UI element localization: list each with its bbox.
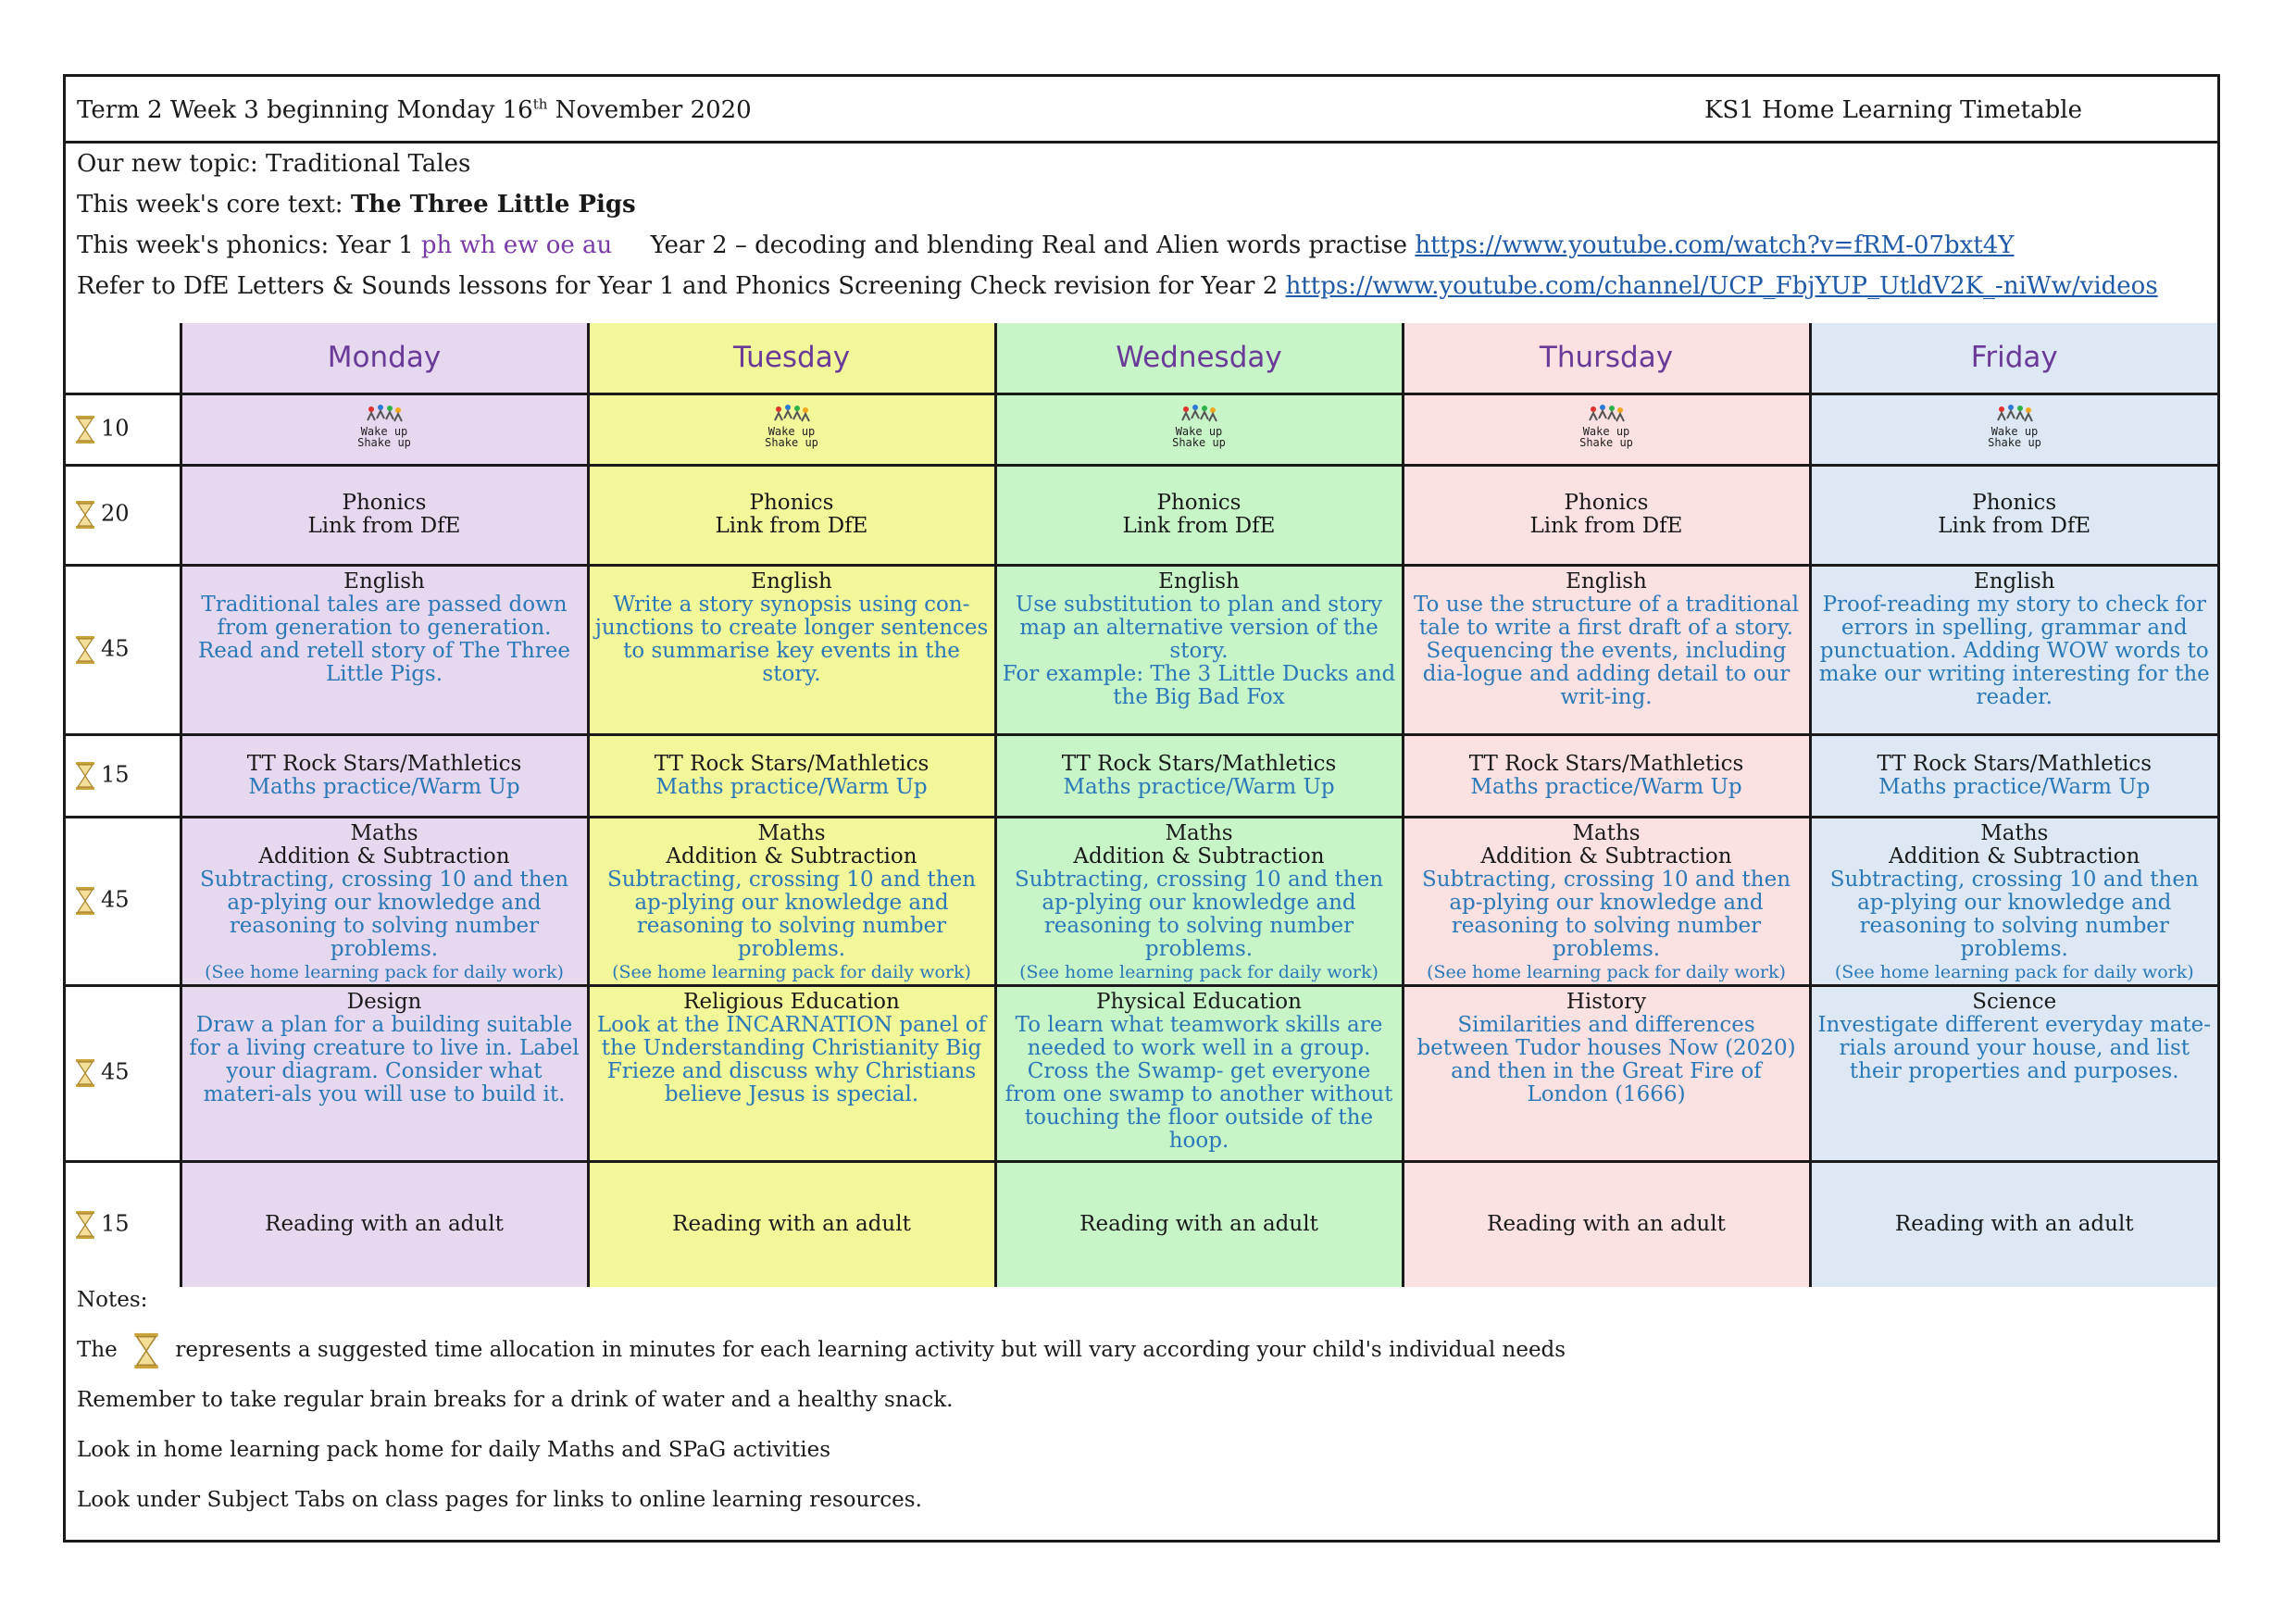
wake-up-cell xyxy=(1403,394,1810,465)
time-cell: 15 xyxy=(66,1161,181,1287)
hourglass-icon xyxy=(75,1210,95,1240)
rockstars-cell: TT Rock Stars/Mathletics Maths practice/Warm Up xyxy=(1810,734,2217,817)
table-row xyxy=(66,817,2217,985)
science-cell: Science Investigate different everyday mate-rials around your house, and list their properties and purposes. xyxy=(1810,985,2217,1161)
day-friday: Friday xyxy=(1810,323,2217,394)
english-cell: English Proof-reading my story to check for errors in spelling, grammar and punctuation. Adding WOW words to make our writing interesting for the reader. xyxy=(1810,565,2217,734)
day-header-row xyxy=(66,323,2217,394)
day-monday: Monday xyxy=(181,323,588,394)
day-wednesday: Wednesday xyxy=(995,323,1403,394)
reading-cell: Reading with an adult xyxy=(1403,1161,1810,1287)
day-thursday: Thursday xyxy=(1403,323,1810,394)
day-tuesday: Tuesday xyxy=(588,323,995,394)
wake-up-shake-up-logo xyxy=(356,404,412,456)
svg-text:Wake up: Wake up xyxy=(767,424,816,438)
time-cell: 45 xyxy=(66,985,181,1161)
table-row xyxy=(66,1161,2217,1287)
religious-education-cell: Religious Education Look at the INCARNATION panel of the Understanding Christianity Big Frieze and discuss why Christians believe Jesus is special. xyxy=(588,985,995,1161)
wake-up-cell xyxy=(181,394,588,465)
core-text: The Three Little Pigs xyxy=(350,191,636,219)
phonics-cell: Phonics Link from DfE xyxy=(181,465,588,565)
phonics-cell: Phonics Link from DfE xyxy=(995,465,1403,565)
corner-cell xyxy=(66,323,181,394)
table-row xyxy=(66,465,2217,565)
wake-up-shake-up-logo xyxy=(1987,404,2042,456)
english-cell: English To use the structure of a traditional tale to write a first draft of a story. Sequencing the events, including dia-logue and adding detail to our writ-ing. xyxy=(1403,565,1810,734)
table-row xyxy=(66,565,2217,734)
wake-up-shake-up-logo xyxy=(1578,404,1634,456)
maths-cell: Maths Addition & Subtraction Subtracting, crossing 10 and then ap-plying our knowledge and reasoning to solving number problems. (See home learning pack for daily work) xyxy=(995,817,1403,985)
topic-line: Our new topic: Traditional Tales xyxy=(77,150,471,178)
english-cell: English Traditional tales are passed down from generation to generation. Read and retell story of The Three Little Pigs. xyxy=(181,565,588,734)
maths-cell: Maths Addition & Subtraction Subtracting, crossing 10 and then ap-plying our knowledge and reasoning to solving number problems. (See home learning pack for daily work) xyxy=(1810,817,2217,985)
svg-text:Wake up: Wake up xyxy=(1990,424,2039,438)
phonics-sounds: ph wh ew oe au xyxy=(420,231,613,259)
dfe-channel-link[interactable]: https://www.youtube.com/channel/UCP_FbjYUP_UtldV2K_-niWw/videos xyxy=(1285,272,2158,300)
maths-cell: Maths Addition & Subtraction Subtracting, crossing 10 and then ap-plying our knowledge and reasoning to solving number problems. (See home learning pack for daily work) xyxy=(181,817,588,985)
wake-up-shake-up-logo xyxy=(764,404,819,456)
time-cell: 45 xyxy=(66,565,181,734)
notes-label: Notes: xyxy=(77,1288,148,1312)
wake-up-cell xyxy=(1810,394,2217,465)
table-row xyxy=(66,734,2217,817)
time-cell: 20 xyxy=(66,465,181,565)
physical-education-cell: Physical Education To learn what teamwork skills are needed to work well in a group. Cross the Swamp- get everyone from one swamp to another without touching the floor outside of the hoop. xyxy=(995,985,1403,1161)
phonics-line: This week's phonics: Year 1 ph wh ew oe au Year 2 – decoding and blending Real and Alien words practise https://www.youtube.com/watch?v=fRM-07bxt4Y xyxy=(77,231,2015,259)
timetable-frame xyxy=(63,74,2220,1543)
reading-cell: Reading with an adult xyxy=(181,1161,588,1287)
note-brain-breaks: Remember to take regular brain breaks for a drink of water and a healthy snack. xyxy=(77,1388,954,1412)
svg-text:Shake up: Shake up xyxy=(1987,435,2041,449)
note-home-pack: Look in home learning pack home for daily Maths and SPaG activities xyxy=(77,1438,830,1462)
hourglass-icon xyxy=(75,761,95,791)
page-title: Term 2 Week 3 beginning Monday 16th November 2020 xyxy=(77,95,752,124)
rockstars-cell: TT Rock Stars/Mathletics Maths practice/Warm Up xyxy=(1403,734,1810,817)
svg-text:Wake up: Wake up xyxy=(360,424,408,438)
wake-up-cell xyxy=(588,394,995,465)
wake-up-cell xyxy=(995,394,1403,465)
svg-text:Shake up: Shake up xyxy=(357,435,411,449)
phonics-video-link[interactable]: https://www.youtube.com/watch?v=fRM-07bxt4Y xyxy=(1415,231,2015,259)
hourglass-icon xyxy=(75,886,95,916)
svg-text:Shake up: Shake up xyxy=(765,435,818,449)
rockstars-cell: TT Rock Stars/Mathletics Maths practice/Warm Up xyxy=(588,734,995,817)
phonics-cell: Phonics Link from DfE xyxy=(588,465,995,565)
time-cell: 45 xyxy=(66,817,181,985)
hourglass-icon xyxy=(133,1330,159,1371)
maths-cell: Maths Addition & Subtraction Subtracting, crossing 10 and then ap-plying our knowledge and reasoning to solving number problems. (See home learning pack for daily work) xyxy=(588,817,995,985)
hourglass-icon xyxy=(75,500,95,530)
hourglass-icon xyxy=(75,415,95,444)
reading-cell: Reading with an adult xyxy=(995,1161,1403,1287)
hourglass-icon xyxy=(75,1058,95,1088)
timetable-table xyxy=(66,323,2217,1287)
hourglass-icon xyxy=(75,635,95,665)
rockstars-cell: TT Rock Stars/Mathletics Maths practice/Warm Up xyxy=(995,734,1403,817)
phonics-cell: Phonics Link from DfE xyxy=(1810,465,2217,565)
svg-text:Shake up: Shake up xyxy=(1172,435,1226,449)
phonics-cell: Phonics Link from DfE xyxy=(1403,465,1810,565)
rockstars-cell: TT Rock Stars/Mathletics Maths practice/Warm Up xyxy=(181,734,588,817)
info-section xyxy=(77,144,2206,306)
time-cell: 10 xyxy=(66,394,181,465)
core-text-line: This week's core text: The Three Little Pigs xyxy=(77,191,636,219)
refer-line: Refer to DfE Letters & Sounds lessons for Year 1 and Phonics Screening Check revision for Year 2 https://www.youtube.com/channel/UCP_FbjYUP_UtldV2K_-niWw/videos xyxy=(77,272,2158,300)
history-cell: History Similarities and differences between Tudor houses Now (2020) and then in the Great Fire of London (1666) xyxy=(1403,985,1810,1161)
reading-cell: Reading with an adult xyxy=(588,1161,995,1287)
timetable-title: KS1 Home Learning Timetable xyxy=(1704,96,2082,124)
wake-up-shake-up-logo xyxy=(1171,404,1227,456)
design-cell: Design Draw a plan for a building suitable for a living creature to live in. Label your diagram. Consider what materi-als you will use to build it. xyxy=(181,985,588,1161)
english-cell: English Use substitution to plan and story map an alternative version of the story. For example: The 3 Little Ducks and the Big Bad Fox xyxy=(995,565,1403,734)
maths-cell: Maths Addition & Subtraction Subtracting, crossing 10 and then ap-plying our knowledge and reasoning to solving number problems. (See home learning pack for daily work) xyxy=(1403,817,1810,985)
svg-text:Shake up: Shake up xyxy=(1579,435,1633,449)
reading-cell: Reading with an adult xyxy=(1810,1161,2217,1287)
svg-text:Wake up: Wake up xyxy=(1175,424,1223,438)
table-row xyxy=(66,394,2217,465)
table-row xyxy=(66,985,2217,1161)
time-cell: 15 xyxy=(66,734,181,817)
header-row xyxy=(66,77,2217,144)
english-cell: English Write a story synopsis using con-junctions to create longer sentences to summarise key events in the story. xyxy=(588,565,995,734)
note-subject-tabs: Look under Subject Tabs on class pages for links to online learning resources. xyxy=(77,1488,922,1512)
note-hourglass: The represents a suggested time allocation in minutes for each learning activity but will vary according your child's individual needs xyxy=(77,1330,1566,1371)
svg-text:Wake up: Wake up xyxy=(1582,424,1630,438)
